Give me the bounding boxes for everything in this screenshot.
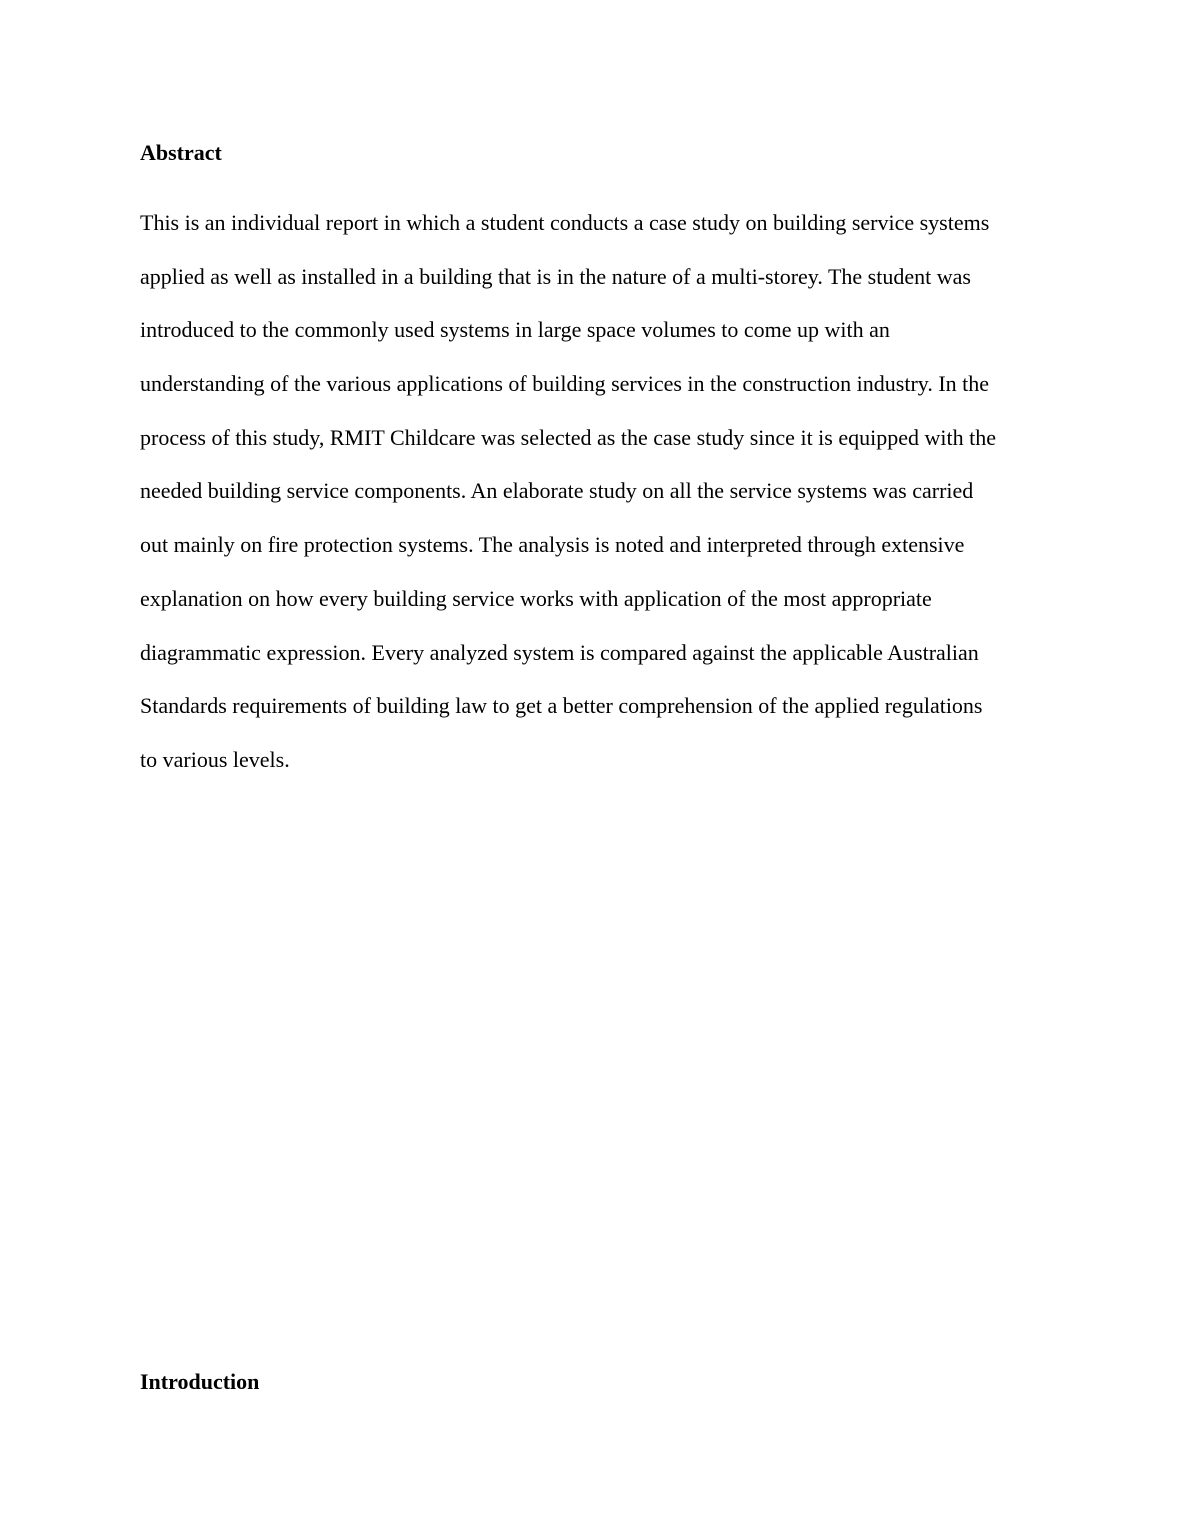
abstract-line: understanding of the various applications of building services in the construction industry. In the xyxy=(140,371,990,397)
abstract-body xyxy=(140,210,1080,801)
abstract-line: process of this study, RMIT Childcare was selected as the case study since it is equipped with the xyxy=(140,424,996,450)
abstract-line: This is an individual report in which a student conducts a case study on building service systems xyxy=(140,210,990,235)
abstract-line: Standards requirements of building law to get a better comprehension of the applied regulations xyxy=(140,693,983,719)
abstract-line: applied as well as installed in a building that is in the nature of a multi-storey. The student was xyxy=(140,263,971,289)
abstract-line: introduced to the commonly used systems in large space volumes to come up with an xyxy=(140,317,890,343)
abstract-line: out mainly on fire protection systems. The analysis is noted and interpreted through extensive xyxy=(140,532,965,558)
abstract-line: explanation on how every building service works with application of the most appropriate xyxy=(140,585,932,611)
abstract-line: needed building service components. An elaborate study on all the service systems was carried xyxy=(140,478,974,504)
abstract-heading: Abstract xyxy=(140,140,222,165)
introduction-heading: Introduction xyxy=(140,1369,260,1394)
abstract-line: to various levels. xyxy=(140,746,290,772)
abstract-line: diagrammatic expression. Every analyzed system is compared against the applicable Australian xyxy=(140,639,979,665)
